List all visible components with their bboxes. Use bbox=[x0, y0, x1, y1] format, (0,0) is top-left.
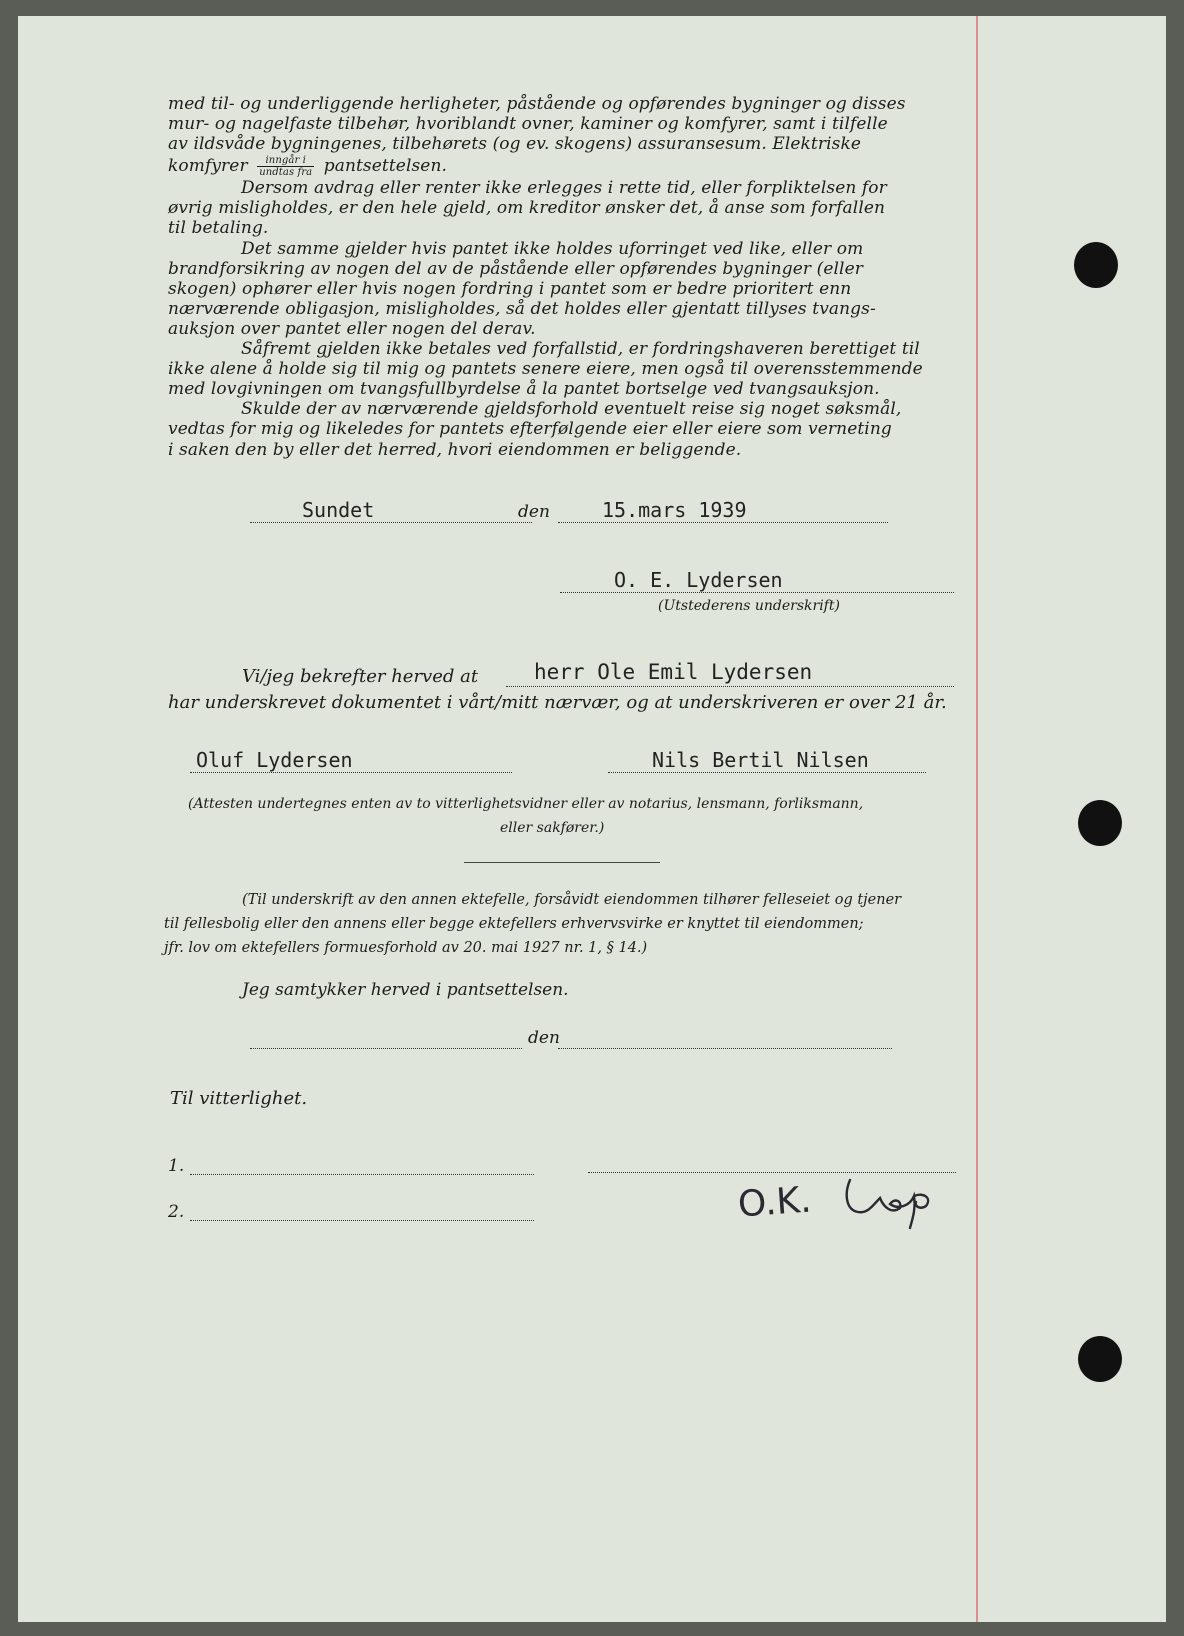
text-line: Dersom avdrag eller renter ikke erlegges i rette tid, eller forpliktelsen for bbox=[241, 178, 887, 199]
fraction-bottom: undtas fra bbox=[259, 167, 313, 179]
punch-hole bbox=[1074, 242, 1118, 288]
issuer-signature: O. E. Lydersen bbox=[614, 568, 783, 592]
date-value: 15.mars 1939 bbox=[602, 498, 747, 522]
attestation-name: herr Ole Emil Lydersen bbox=[534, 660, 813, 684]
spouse-note-2: til fellesbolig eller den annens eller begge ektefellers erhvervsvirke er knyttet til eiendommen; bbox=[164, 916, 864, 932]
place-value: Sundet bbox=[302, 498, 375, 522]
spouse-note-3: jfr. lov om ektefellers formuesforhold av 20. mai 1927 nr. 1, § 14.) bbox=[164, 940, 648, 956]
attestation-name-line bbox=[506, 686, 954, 687]
komfyrer-word: komfyrer bbox=[168, 156, 248, 177]
text-line: øvrig misligholdes, er den hele gjeld, om kreditor ønsker det, å anse som forfallen bbox=[168, 198, 886, 219]
text-line: vedtas for mig og likeledes for pantets efterfølgende eier eller eiere som verneting bbox=[168, 419, 892, 440]
attestation-note-1: (Attesten undertegnes enten av to vitterlighetsvidner eller av notarius, lensmann, forliksmann, bbox=[188, 796, 864, 812]
text-line: Skulde der av nærværende gjeldsforhold eventuelt reise sig noget søksmål, bbox=[241, 399, 902, 420]
witness-number-2: 2. bbox=[168, 1202, 185, 1222]
text-line: ikke alene å holde sig til mig og pantets senere eiere, men også til overensstemmende bbox=[168, 359, 923, 380]
witness-slot-1b-line bbox=[588, 1172, 956, 1173]
fraction-top: inngår i bbox=[257, 155, 314, 167]
text-line: Såfremt gjelden ikke betales ved forfallstid, er fordringshaveren berettiget til bbox=[241, 339, 920, 360]
text-line-komfyrer bbox=[168, 154, 953, 178]
spouse-consent: Jeg samtykker herved i pantsettelsen. bbox=[242, 980, 569, 1000]
text-line: mur- og nagelfaste tilbehør, hvoriblandt ovner, kaminer og komfyrer, samt i tilfelle bbox=[168, 114, 888, 135]
margin-rule bbox=[976, 16, 978, 1622]
spouse-place-line bbox=[250, 1048, 522, 1049]
document-page bbox=[18, 16, 1166, 1622]
punch-hole bbox=[1078, 1336, 1122, 1382]
inclusion-fraction bbox=[257, 155, 314, 178]
text-line: skogen) ophører eller hvis nogen fordring i pantet som er bedre prioritert enn bbox=[168, 278, 852, 299]
attestation-lead: Vi/jeg bekrefter herved at bbox=[242, 666, 479, 687]
text-line: til betaling. bbox=[168, 218, 269, 239]
section-divider bbox=[464, 862, 660, 863]
date-line bbox=[558, 522, 888, 523]
text-line: brandforsikring av nogen del av de påstående eller opførendes bygninger (eller bbox=[168, 258, 863, 279]
spouse-date-line bbox=[558, 1048, 892, 1049]
issuer-caption: (Utstederens underskrift) bbox=[658, 598, 840, 614]
witness-section-title: Til vitterlighet. bbox=[170, 1088, 308, 1109]
handwritten-signature-mark bbox=[840, 1174, 940, 1230]
witness-one-line bbox=[190, 772, 512, 773]
text-line: Det samme gjelder hvis pantet ikke holdes uforringet ved like, eller om bbox=[241, 238, 864, 259]
text-line: med lovgivningen om tvangsfullbyrdelse å la pantet bortselge ved tvangsauksjon. bbox=[168, 379, 880, 400]
pledge-terms bbox=[168, 94, 953, 460]
witness-number-1: 1. bbox=[168, 1156, 185, 1176]
witness-two-line bbox=[608, 772, 926, 773]
spouse-den-label: den bbox=[528, 1028, 560, 1048]
issuer-signature-line bbox=[560, 592, 954, 593]
text-line: med til- og underliggende herligheter, påstående og opførendes bygninger og disses bbox=[168, 94, 906, 114]
attestation-note-2: eller sakfører.) bbox=[500, 820, 605, 836]
spouse-note-1: (Til underskrift av den annen ektefelle, forsåvidt eiendommen tilhører felleseiet og tjener bbox=[242, 892, 902, 908]
punch-hole bbox=[1078, 800, 1122, 846]
attestation-line2: har underskrevet dokumentet i vårt/mitt nærvær, og at underskriveren er over 21 år. bbox=[168, 692, 947, 713]
place-line bbox=[250, 522, 532, 523]
text-line: nærværende obligasjon, misligholdes, så det holdes eller gjentatt tillyses tvangs- bbox=[168, 298, 876, 319]
text-line: auksjon over pantet eller nogen del derav. bbox=[168, 318, 536, 339]
witness-one-name: Oluf Lydersen bbox=[196, 748, 353, 772]
date-den-label: den bbox=[518, 502, 550, 522]
witness-slot-2-line bbox=[190, 1220, 534, 1221]
text-line: i saken den by eller det herred, hvori eiendommen er beliggende. bbox=[168, 439, 742, 460]
text-line: av ildsvåde bygningenes, tilbehørets (og ev. skogens) assuransesum. Elektriske bbox=[168, 134, 862, 155]
witness-two-name: Nils Bertil Nilsen bbox=[652, 748, 869, 772]
pantsettelsen-word: pantsettelsen. bbox=[323, 156, 448, 177]
witness-slot-1-line bbox=[190, 1174, 534, 1175]
handwritten-initials: O.K. bbox=[736, 1179, 813, 1226]
